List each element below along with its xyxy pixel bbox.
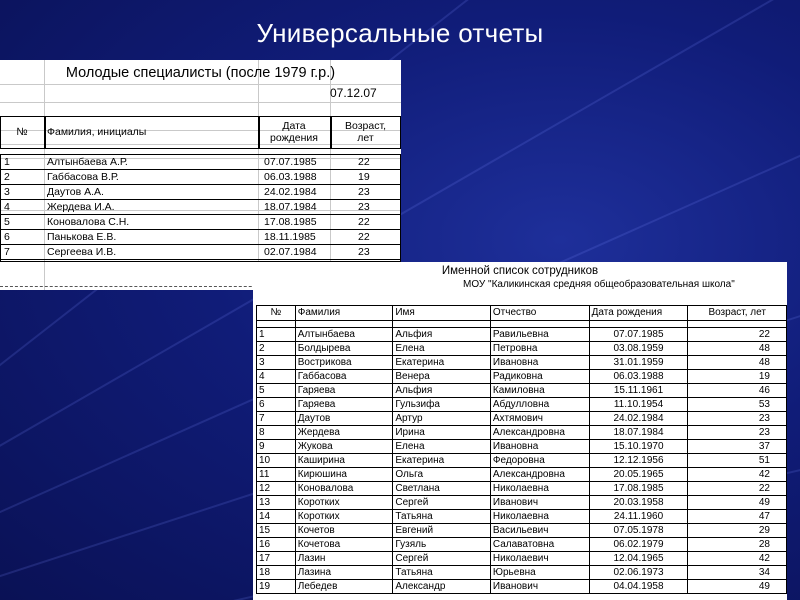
cell-first: Александр xyxy=(393,580,491,594)
table-row xyxy=(257,328,787,342)
cell-age: 23 xyxy=(358,246,370,258)
cell-last: Вострикова xyxy=(295,356,393,370)
table-row xyxy=(257,370,787,384)
cell-patronymic: Николаевич xyxy=(490,552,589,566)
cell-last: Лазин xyxy=(295,552,393,566)
cell-patronymic: Васильевич xyxy=(490,524,589,538)
table-row xyxy=(257,538,787,552)
cell-first: Альфия xyxy=(393,384,491,398)
sheet2-title: Именной список сотрудников xyxy=(441,265,599,277)
cell-birth: 07.05.1978 xyxy=(589,524,688,538)
cell-num: 14 xyxy=(257,510,296,524)
slide-title: Универсальные отчеты xyxy=(256,18,544,48)
employee-table xyxy=(256,305,787,594)
cell-patronymic: Николаевна xyxy=(490,510,589,524)
table-row xyxy=(257,384,787,398)
cell-age: 53 xyxy=(688,398,787,412)
sheet1-header-num: № xyxy=(16,126,28,138)
table-row xyxy=(257,566,787,580)
cell-birth: 24.11.1960 xyxy=(589,510,688,524)
cell-first: Венера xyxy=(393,370,491,384)
cell-last: Кочетова xyxy=(295,538,393,552)
table-row xyxy=(257,454,787,468)
cell-age: 23 xyxy=(358,201,370,213)
cell-age: 22 xyxy=(358,216,370,228)
cell-first: Елена xyxy=(393,440,491,454)
cell-patronymic: Камиловна xyxy=(490,384,589,398)
table-row xyxy=(257,510,787,524)
table-row xyxy=(257,426,787,440)
header-first-name: Имя xyxy=(393,306,491,321)
cell-last: Алтынбаева xyxy=(295,328,393,342)
cell-num: 13 xyxy=(257,496,296,510)
cell-last: Коновалова xyxy=(295,482,393,496)
cell-patronymic: Равильевна xyxy=(490,328,589,342)
cell-last: Каширина xyxy=(295,454,393,468)
cell-first: Екатерина xyxy=(393,356,491,370)
cell-birth: 06.03.1988 xyxy=(589,370,688,384)
cell-name: Габбасова В.Р. xyxy=(47,171,119,183)
table-row xyxy=(257,440,787,454)
table-row xyxy=(257,398,787,412)
cell-age: 22 xyxy=(358,156,370,168)
cell-first: Альфия xyxy=(393,328,491,342)
cell-age: 19 xyxy=(358,171,370,183)
cell-birth: 24.02.1984 xyxy=(264,186,317,198)
cell-name: Даутов А.А. xyxy=(47,186,104,198)
cell-birth: 03.08.1959 xyxy=(589,342,688,356)
cell-patronymic: Николаевна xyxy=(490,482,589,496)
cell-num: 12 xyxy=(257,482,296,496)
cell-patronymic: Иванович xyxy=(490,580,589,594)
cell-birth: 20.05.1965 xyxy=(589,468,688,482)
cell-age: 46 xyxy=(688,384,787,398)
cell-first: Татьяна xyxy=(393,510,491,524)
sheet1-header-birth: Дата рождения xyxy=(270,120,318,144)
cell-num: 15 xyxy=(257,524,296,538)
cell-num: 7 xyxy=(4,246,10,258)
cell-first: Светлана xyxy=(393,482,491,496)
cell-first: Елена xyxy=(393,342,491,356)
cell-birth: 06.02.1979 xyxy=(589,538,688,552)
sheet1-header-name: Фамилия, инициалы xyxy=(47,126,147,138)
cell-age: 22 xyxy=(688,328,787,342)
table-row xyxy=(0,185,401,200)
cell-age: 34 xyxy=(688,566,787,580)
cell-last: Жукова xyxy=(295,440,393,454)
table-header-row xyxy=(257,306,787,321)
cell-num: 11 xyxy=(257,468,296,482)
cell-patronymic: Александровна xyxy=(490,468,589,482)
cell-name: Коновалова С.Н. xyxy=(47,216,130,228)
cell-last: Габбасова xyxy=(295,370,393,384)
cell-patronymic: Абдулловна xyxy=(490,398,589,412)
cell-first: Евгений xyxy=(393,524,491,538)
cell-first: Сергей xyxy=(393,552,491,566)
cell-patronymic: Петровна xyxy=(490,342,589,356)
cell-patronymic: Александровна xyxy=(490,426,589,440)
cell-name: Жердева И.А. xyxy=(47,201,115,213)
sheet1-header-age: Возраст, лет xyxy=(344,120,387,144)
cell-age: 29 xyxy=(688,524,787,538)
header-num: № xyxy=(257,306,296,321)
cell-last: Гаряева xyxy=(295,398,393,412)
cell-birth: 18.07.1984 xyxy=(264,201,317,213)
cell-age: 48 xyxy=(688,342,787,356)
cell-num: 16 xyxy=(257,538,296,552)
table-row xyxy=(257,482,787,496)
table-row xyxy=(0,230,401,245)
cell-age: 23 xyxy=(688,412,787,426)
cell-num: 4 xyxy=(257,370,296,384)
table-row xyxy=(257,356,787,370)
table-row xyxy=(0,200,401,215)
table-row xyxy=(0,245,401,260)
cell-last: Кирюшина xyxy=(295,468,393,482)
cell-first: Ирина xyxy=(393,426,491,440)
cell-patronymic: Радиковна xyxy=(490,370,589,384)
cell-num: 2 xyxy=(257,342,296,356)
cell-num: 6 xyxy=(257,398,296,412)
cell-num: 5 xyxy=(4,216,10,228)
table-row xyxy=(0,170,401,185)
cell-num: 1 xyxy=(4,156,10,168)
cell-num: 4 xyxy=(4,201,10,213)
cell-num: 10 xyxy=(257,454,296,468)
cell-first: Сергей xyxy=(393,496,491,510)
cell-last: Коротких xyxy=(295,510,393,524)
sheet2-subtitle: МОУ "Каликинская средняя общеобразовательная школа" xyxy=(463,279,735,290)
cell-num: 3 xyxy=(257,356,296,370)
cell-first: Артур xyxy=(393,412,491,426)
cell-last: Болдырева xyxy=(295,342,393,356)
cell-birth: 02.07.1984 xyxy=(264,246,317,258)
table-row xyxy=(257,468,787,482)
cell-patronymic: Ивановна xyxy=(490,440,589,454)
cell-birth: 18.11.1985 xyxy=(264,231,316,243)
header-last-name: Фамилия xyxy=(295,306,393,321)
cell-first: Ольга xyxy=(393,468,491,482)
cell-patronymic: Салаватовна xyxy=(490,538,589,552)
cell-num: 2 xyxy=(4,171,10,183)
table-row xyxy=(257,412,787,426)
table-row xyxy=(257,580,787,594)
cell-birth: 07.07.1985 xyxy=(589,328,688,342)
cell-birth: 07.07.1985 xyxy=(264,156,317,168)
cell-name: Алтынбаева А.Р. xyxy=(47,156,128,168)
cell-birth: 15.10.1970 xyxy=(589,440,688,454)
cell-first: Гузяль xyxy=(393,538,491,552)
cell-num: 5 xyxy=(257,384,296,398)
cell-patronymic: Ахтямович xyxy=(490,412,589,426)
header-age: Возраст, лет xyxy=(688,306,787,321)
cell-birth: 12.12.1956 xyxy=(589,454,688,468)
cell-first: Татьяна xyxy=(393,566,491,580)
employee-list-sheet xyxy=(253,262,787,600)
cell-birth: 11.10.1954 xyxy=(589,398,688,412)
table-row xyxy=(0,155,401,170)
sheet1-date: 07.12.07 xyxy=(330,86,377,100)
cell-age: 49 xyxy=(688,496,787,510)
cell-last: Даутов xyxy=(295,412,393,426)
cell-age: 51 xyxy=(688,454,787,468)
header-birth-date: Дата рождения xyxy=(589,306,688,321)
sheet1-title: Молодые специалисты (после 1979 г.р.) xyxy=(65,65,336,81)
table-row xyxy=(0,215,401,230)
table-row xyxy=(257,524,787,538)
cell-last: Жердева xyxy=(295,426,393,440)
cell-birth: 18.07.1984 xyxy=(589,426,688,440)
cell-age: 22 xyxy=(358,231,370,243)
cell-last: Лазина xyxy=(295,566,393,580)
cell-birth: 17.08.1985 xyxy=(264,216,317,228)
table-row xyxy=(257,342,787,356)
cell-birth: 04.04.1958 xyxy=(589,580,688,594)
cell-age: 48 xyxy=(688,356,787,370)
cell-num: 1 xyxy=(257,328,296,342)
cell-age: 23 xyxy=(358,186,370,198)
cell-age: 28 xyxy=(688,538,787,552)
cell-num: 18 xyxy=(257,566,296,580)
cell-num: 17 xyxy=(257,552,296,566)
table-row xyxy=(257,552,787,566)
cell-patronymic: Федоровна xyxy=(490,454,589,468)
cell-age: 23 xyxy=(688,426,787,440)
cell-birth: 12.04.1965 xyxy=(589,552,688,566)
cell-age: 22 xyxy=(688,482,787,496)
cell-age: 49 xyxy=(688,580,787,594)
header-patronymic: Отчество xyxy=(490,306,589,321)
cell-num: 3 xyxy=(4,186,10,198)
cell-birth: 24.02.1984 xyxy=(589,412,688,426)
cell-birth: 02.06.1973 xyxy=(589,566,688,580)
cell-age: 37 xyxy=(688,440,787,454)
table-row xyxy=(257,496,787,510)
cell-last: Коротких xyxy=(295,496,393,510)
cell-age: 42 xyxy=(688,552,787,566)
cell-birth: 17.08.1985 xyxy=(589,482,688,496)
cell-name: Сергеева И.В. xyxy=(47,246,117,258)
cell-num: 19 xyxy=(257,580,296,594)
cell-birth: 31.01.1959 xyxy=(589,356,688,370)
cell-num: 7 xyxy=(257,412,296,426)
cell-patronymic: Ивановна xyxy=(490,356,589,370)
cell-last: Лебедев xyxy=(295,580,393,594)
cell-birth: 15.11.1961 xyxy=(589,384,688,398)
cell-first: Гульзифа xyxy=(393,398,491,412)
cell-num: 9 xyxy=(257,440,296,454)
cell-num: 6 xyxy=(4,231,10,243)
young-specialists-sheet xyxy=(0,60,401,290)
cell-last: Гаряева xyxy=(295,384,393,398)
cell-last: Кочетов xyxy=(295,524,393,538)
cell-first: Екатерина xyxy=(393,454,491,468)
cell-age: 42 xyxy=(688,468,787,482)
cell-birth: 20.03.1958 xyxy=(589,496,688,510)
cell-age: 19 xyxy=(688,370,787,384)
cell-patronymic: Иванович xyxy=(490,496,589,510)
cell-num: 8 xyxy=(257,426,296,440)
cell-age: 47 xyxy=(688,510,787,524)
cell-patronymic: Юрьевна xyxy=(490,566,589,580)
cell-name: Панькова Е.В. xyxy=(47,231,117,243)
cell-birth: 06.03.1988 xyxy=(264,171,317,183)
